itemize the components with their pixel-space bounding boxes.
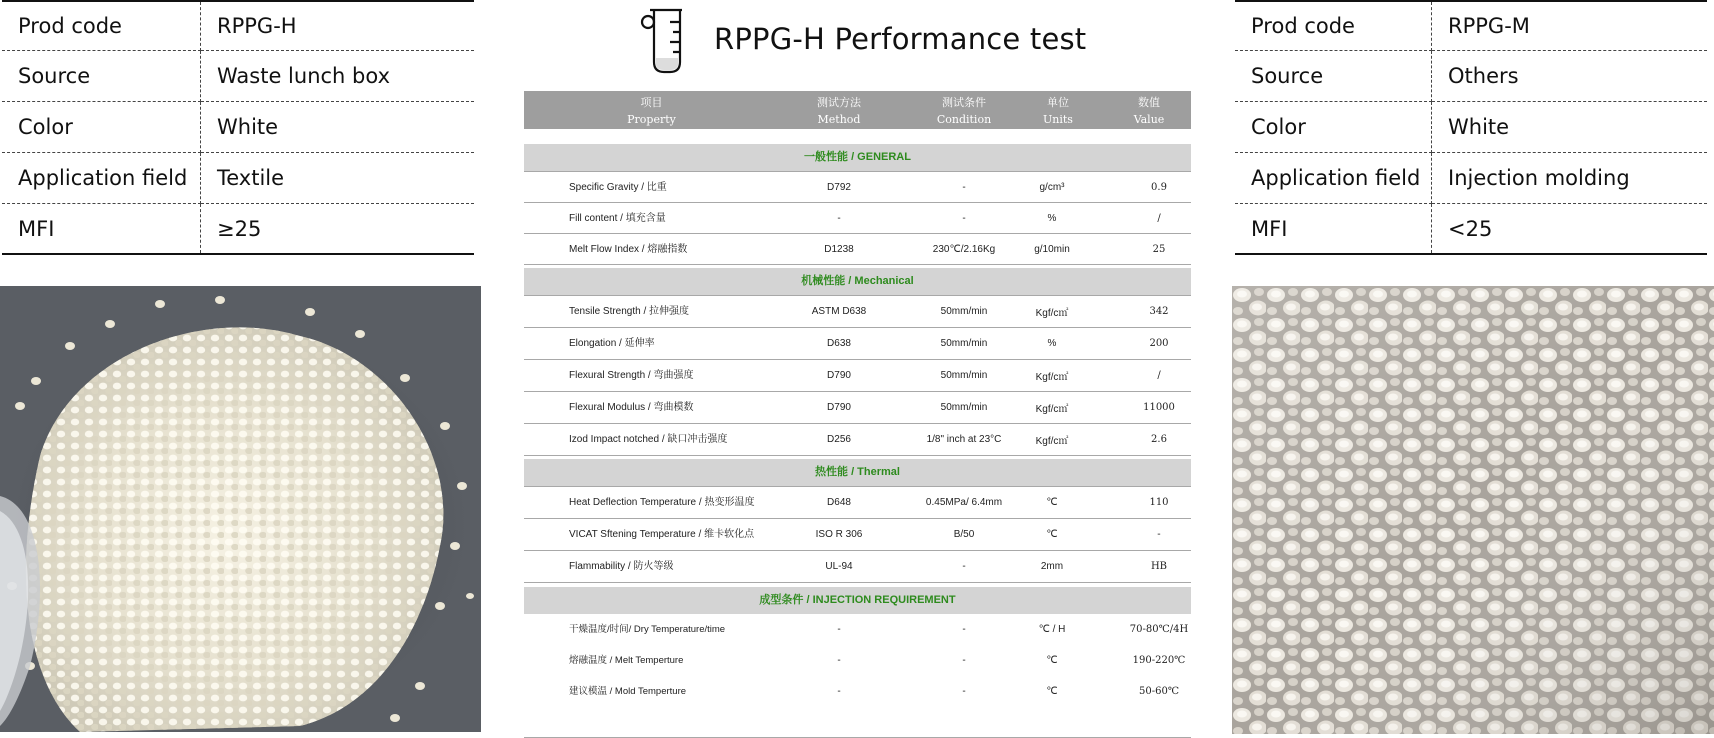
header-condition-cn: 测试条件: [942, 96, 986, 109]
cell-property: VICAT Sftening Temperature / 维卡软化点: [569, 529, 755, 540]
cell-property: Heat Deflection Temperature / 热变形温度: [569, 497, 755, 508]
spec-value: RPPG-H: [201, 1, 475, 51]
table-row: [524, 392, 1191, 424]
header-condition: [912, 94, 1016, 128]
table-row: [524, 551, 1191, 583]
cell-condition: -: [962, 181, 966, 193]
cell-units: ℃ / H: [1038, 624, 1066, 635]
cell-units: 2mm: [1040, 561, 1064, 572]
cell-method: -: [837, 686, 841, 697]
table-row: [524, 203, 1191, 234]
header-units: [1022, 94, 1094, 128]
cell-value: HB: [1150, 561, 1168, 572]
cell-units: ℃: [1046, 497, 1058, 508]
cell-value: 70-80℃/4H: [1129, 624, 1189, 635]
spec-value: White: [201, 102, 475, 153]
table-row: [2, 204, 474, 255]
table-row: [524, 519, 1191, 551]
cell-units: Kgf/c㎡: [1035, 436, 1069, 447]
spec-key: Application field: [2, 153, 201, 204]
cell-property: Flexural Modulus / 弯曲模数: [569, 402, 694, 413]
cell-method: D638: [827, 338, 851, 349]
table-row: [2, 1, 474, 51]
header-value-cn: 数值: [1138, 96, 1160, 109]
cell-value: 11000: [1143, 402, 1175, 413]
section-header-mechanical: 机械性能 / Mechanical: [524, 268, 1191, 295]
cell-value: 0.9: [1151, 181, 1167, 193]
cell-property: 干燥温度/时间/ Dry Temperature/time: [569, 624, 726, 635]
spec-key: Color: [2, 102, 201, 153]
cell-method: D256: [827, 434, 851, 445]
spec-value: Waste lunch box: [201, 51, 475, 102]
table-bottom-rule: [524, 707, 1191, 738]
spec-key: Prod code: [1235, 1, 1432, 51]
section-header-injection: 成型条件 / INJECTION REQUIREMENT: [524, 587, 1191, 614]
table-row: [2, 153, 474, 204]
table-row: [524, 424, 1191, 456]
section-header-general: 一般性能 / GENERAL: [524, 144, 1191, 171]
table-row: [1235, 102, 1707, 153]
cell-property: Specific Gravity / 比重: [569, 181, 667, 193]
spec-value: Injection molding: [1432, 153, 1708, 204]
spec-value: <25: [1432, 204, 1708, 255]
cell-units: g/10min: [1034, 243, 1070, 255]
cell-units: %: [1047, 212, 1057, 224]
header-method-en: Method: [817, 113, 861, 126]
spec-value: RPPG-M: [1432, 1, 1708, 51]
cell-value: -: [1157, 529, 1161, 540]
table-row: [2, 51, 474, 102]
cell-condition: -: [962, 686, 966, 697]
cell-property: 熔融温度 / Melt Temperture: [569, 655, 684, 666]
left-spec-table: [2, 0, 474, 255]
cell-condition: -: [962, 624, 966, 635]
test-tube-icon: [640, 0, 692, 79]
header-method: [784, 94, 894, 128]
header-property: [579, 94, 724, 128]
table-row: [1235, 51, 1707, 102]
table-row: [524, 614, 1191, 645]
cell-condition: 1/8" inch at 23°C: [926, 434, 1002, 445]
spec-key: Application field: [1235, 153, 1432, 204]
spec-key: MFI: [1235, 204, 1432, 255]
header-property-en: Property: [627, 113, 676, 126]
cell-method: D1238: [824, 243, 854, 255]
cell-units: Kgf/c㎡: [1035, 404, 1069, 415]
cell-property: Melt Flow Index / 熔融指数: [569, 243, 688, 255]
pellet-photo-right: [1232, 286, 1714, 734]
cell-property: Tensile Strength / 拉伸强度: [569, 306, 690, 317]
cell-units: %: [1047, 338, 1057, 349]
cell-property: Flammability / 防火等级: [569, 561, 674, 572]
cell-condition: 230℃/2.16Kg: [932, 243, 996, 255]
cell-units: Kgf/c㎡: [1035, 372, 1069, 383]
table-row: [1235, 1, 1707, 51]
header-units-en: Units: [1043, 113, 1073, 126]
cell-property: Flexural Strength / 弯曲强度: [569, 370, 694, 381]
section-header-thermal: 热性能 / Thermal: [524, 459, 1191, 486]
cell-condition: -: [962, 561, 966, 572]
cell-method: -: [837, 624, 841, 635]
performance-title: [640, 2, 1086, 76]
pellet-photo-left: [0, 286, 481, 732]
cell-condition: 50mm/min: [940, 338, 988, 349]
cell-condition: 50mm/min: [940, 306, 988, 317]
table-row: [524, 328, 1191, 360]
cell-value: 2.6: [1151, 434, 1167, 445]
table-row: [524, 360, 1191, 392]
cell-condition: 50mm/min: [940, 402, 988, 413]
page-title: RPPG-H Performance test: [714, 22, 1087, 56]
spec-value: ≥25: [201, 204, 475, 255]
cell-value: 342: [1149, 306, 1169, 317]
cell-method: D790: [827, 402, 851, 413]
cell-property: Fill content / 填充含量: [569, 212, 666, 224]
spacer: [524, 129, 1191, 144]
cell-method: UL-94: [825, 561, 853, 572]
spec-value: Others: [1432, 51, 1708, 102]
cell-method: ISO R 306: [815, 529, 863, 540]
cell-method: D790: [827, 370, 851, 381]
performance-table: [524, 91, 1191, 738]
cell-property: 建议模温 / Mold Temperture: [569, 686, 687, 697]
cell-units: ℃: [1046, 529, 1058, 540]
cell-value: 25: [1152, 243, 1166, 255]
spec-value: White: [1432, 102, 1708, 153]
cell-method: ASTM D638: [811, 306, 867, 317]
cell-units: ℃: [1046, 655, 1058, 666]
table-row: [524, 486, 1191, 519]
table-row: [2, 102, 474, 153]
table-row: [524, 295, 1191, 328]
header-condition-en: Condition: [936, 113, 992, 126]
cell-value: 190-220℃: [1132, 655, 1186, 666]
spec-key: Source: [2, 51, 201, 102]
table-row: [524, 676, 1191, 707]
cell-method: D792: [827, 181, 851, 193]
header-units-cn: 单位: [1047, 96, 1069, 109]
cell-property: Elongation / 延伸率: [569, 338, 655, 349]
cell-condition: -: [962, 212, 966, 224]
cell-condition: 50mm/min: [940, 370, 988, 381]
cell-condition: -: [962, 655, 966, 666]
table-row: [524, 645, 1191, 676]
right-spec-table: [1235, 0, 1707, 255]
table-row: [524, 234, 1191, 265]
spec-key: Color: [1235, 102, 1432, 153]
header-method-cn: 测试方法: [817, 96, 861, 109]
cell-condition: B/50: [953, 529, 975, 540]
cell-property: Izod Impact notched / 缺口冲击强度: [569, 434, 728, 445]
table-header: [524, 91, 1191, 129]
cell-method: -: [837, 655, 841, 666]
cell-value: 50-60℃: [1138, 686, 1179, 697]
spec-key: Prod code: [2, 1, 201, 51]
cell-value: /: [1157, 370, 1161, 381]
table-row: [1235, 204, 1707, 255]
spec-value: Textile: [201, 153, 475, 204]
header-value: [1109, 94, 1189, 128]
header-property-cn: 项目: [640, 96, 663, 109]
cell-units: ℃: [1046, 686, 1058, 697]
spec-key: MFI: [2, 204, 201, 255]
cell-value: 200: [1149, 338, 1169, 349]
cell-method: D648: [827, 497, 851, 508]
cell-condition: 0.45MPa/ 6.4mm: [925, 497, 1003, 508]
cell-units: Kgf/c㎡: [1035, 308, 1069, 319]
header-value-en: Value: [1133, 113, 1165, 126]
spec-key: Source: [1235, 51, 1432, 102]
cell-value: 110: [1149, 497, 1169, 508]
cell-method: -: [837, 212, 841, 224]
cell-value: /: [1157, 212, 1161, 224]
table-row: [1235, 153, 1707, 204]
cell-units: g/cm³: [1039, 181, 1065, 193]
table-row: [524, 171, 1191, 203]
